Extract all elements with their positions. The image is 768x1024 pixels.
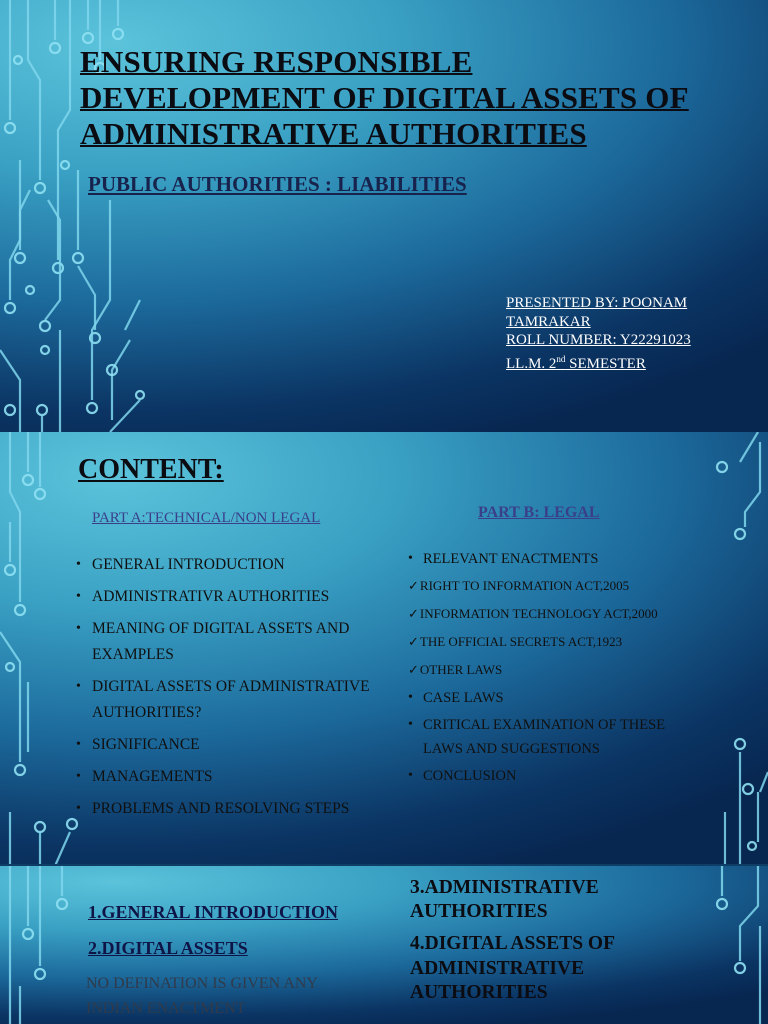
list-item-text: PROBLEMS AND RESOLVING STEPS <box>92 800 350 817</box>
list-item <box>76 552 376 578</box>
list-item <box>408 764 708 788</box>
list-item-text: DIGITAL ASSETS OF ADMINISTRATIVE AUTHORITIES? <box>92 678 370 721</box>
slide-title: ENSURING RESPONSIBLE DEVELOPMENT OF DIGITAL ASSETS OF ADMINISTRATIVE AUTHORITIES <box>80 44 689 151</box>
list-item-text: CASE LAWS <box>423 690 504 706</box>
list-item <box>76 584 376 610</box>
roll-number: ROLL NUMBER: Y22291023 <box>506 332 691 348</box>
bullet-icon: • <box>76 557 81 572</box>
checkmark-icon: ✓ <box>408 663 419 678</box>
list-item-text: CONCLUSION <box>423 768 517 784</box>
list-item-text: OTHER LAWS <box>419 662 503 677</box>
list-item <box>408 713 708 761</box>
intro-slide <box>0 866 768 1024</box>
list-item-text: RELEVANT ENACTMENTS <box>423 551 599 567</box>
section-heading-general-introduction: 1.GENERAL INTRODUCTION <box>88 902 339 922</box>
presenter-name: PRESENTED BY: POONAM TAMRAKAR <box>506 295 688 330</box>
list-item-text: INFORMATION TECHNOLOGY ACT,2000 <box>419 606 658 621</box>
section-heading-digital-assets: 2.DIGITAL ASSETS <box>88 938 248 958</box>
course-sup: nd <box>556 353 566 364</box>
bullet-icon: • <box>408 768 413 783</box>
list-item-text: CRITICAL EXAMINATION OF THESE LAWS AND SUGGESTIONS <box>423 717 666 757</box>
bullet-icon: • <box>408 690 413 705</box>
course-suffix: SEMESTER <box>565 355 646 372</box>
list-item <box>76 796 376 822</box>
part-a-list <box>76 552 376 828</box>
bullet-icon: • <box>76 801 81 816</box>
list-item-text: SIGNIFICANCE <box>92 736 200 753</box>
content-slide <box>0 432 768 866</box>
list-item <box>408 686 708 710</box>
section-text: NO DEFINATION IS GIVEN ANY INDIAN ENACTMENT <box>86 975 318 1017</box>
list-item-text: ADMINISTRATIVR AUTHORITIES <box>92 588 330 605</box>
list-item <box>76 732 376 758</box>
course-semester <box>506 350 726 374</box>
part-a-heading: PART A:TECHNICAL/NON LEGAL <box>92 510 321 526</box>
list-item-text: GENERAL INTRODUCTION <box>92 556 285 573</box>
bullet-icon: • <box>76 679 81 694</box>
bullet-icon: • <box>76 769 81 784</box>
presenter-info <box>506 294 726 373</box>
slide-subtitle: PUBLIC AUTHORITIES : LIABILITIES <box>88 172 467 196</box>
list-item-text: MANAGEMENTS <box>92 768 213 785</box>
list-item <box>408 658 708 683</box>
bullet-icon: • <box>408 717 413 732</box>
course-prefix: LL.M. 2 <box>506 355 557 372</box>
checkmark-icon: ✓ <box>408 635 419 650</box>
part-b-heading: PART B: LEGAL <box>478 504 600 521</box>
list-item <box>76 616 376 668</box>
section-heading-administrative-authorities: 3.ADMINISTRATIVE AUTHORITIES <box>410 877 599 922</box>
part-b-list <box>408 547 708 791</box>
content-heading: CONTENT: <box>78 454 224 485</box>
bullet-icon: • <box>76 621 81 636</box>
title-slide <box>0 0 768 432</box>
list-item <box>408 574 708 599</box>
section-heading-digital-assets-admin: 4.DIGITAL ASSETS OF ADMINISTRATIVE AUTHORITIES <box>410 933 615 1003</box>
bullet-icon: • <box>408 551 413 566</box>
checkmark-icon: ✓ <box>408 607 419 622</box>
list-item <box>408 630 708 655</box>
list-item <box>76 764 376 790</box>
list-item-text: THE OFFICIAL SECRETS ACT,1923 <box>419 634 623 649</box>
list-item-text: MEANING OF DIGITAL ASSETS AND EXAMPLES <box>92 620 350 663</box>
bullet-icon: • <box>76 589 81 604</box>
list-item-text: RIGHT TO INFORMATION ACT,2005 <box>419 578 630 593</box>
checkmark-icon: ✓ <box>408 579 419 594</box>
list-item <box>408 547 708 571</box>
list-item <box>408 602 708 627</box>
bullet-icon: • <box>76 737 81 752</box>
list-item <box>76 674 376 726</box>
